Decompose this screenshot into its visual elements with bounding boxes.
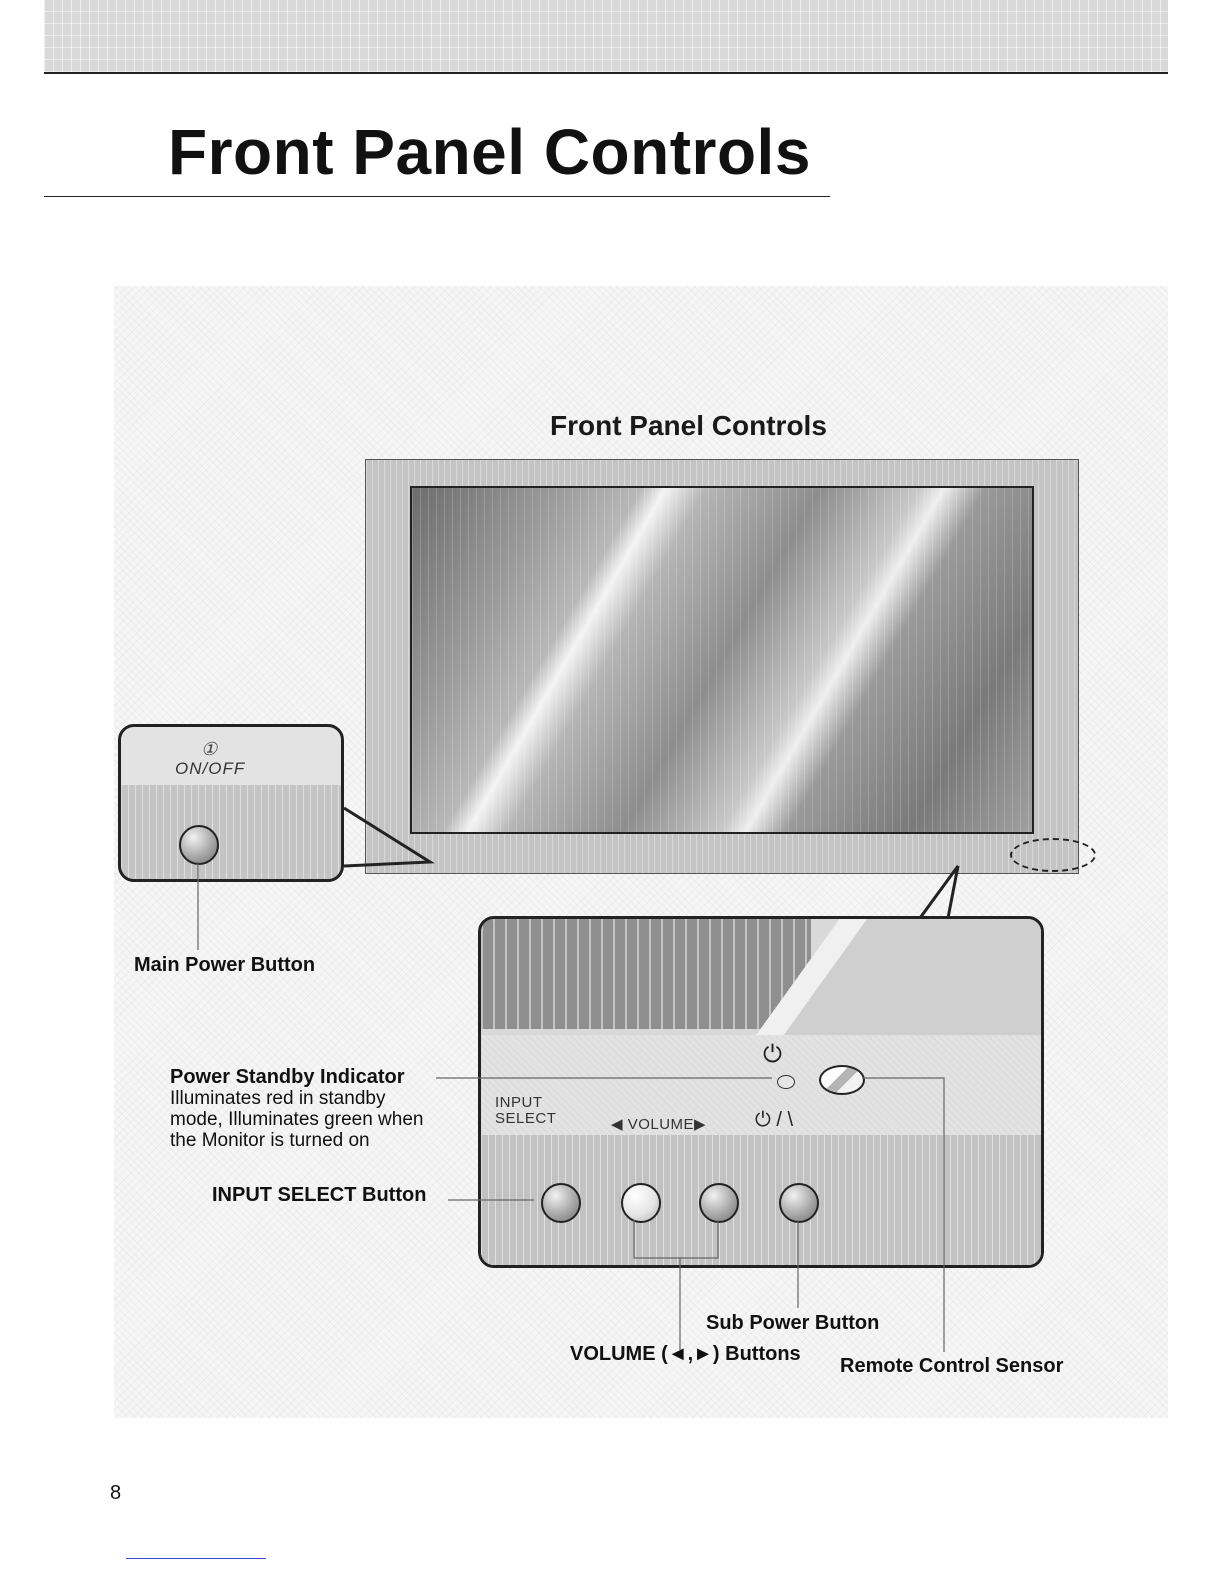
volume-down-button[interactable] bbox=[621, 1183, 661, 1223]
main-power-callout: Main Power Button bbox=[134, 954, 316, 976]
main-power-inset bbox=[118, 724, 344, 882]
main-power-button[interactable] bbox=[179, 825, 219, 865]
power-symbol-icon: ① bbox=[201, 739, 218, 759]
diagram-title: Front Panel Controls bbox=[550, 410, 827, 441]
volume-label: ◀ VOLUME▶ bbox=[611, 1116, 707, 1133]
remote-sensor-callout: Remote Control Sensor bbox=[840, 1355, 1064, 1377]
header-band bbox=[44, 0, 1168, 74]
bezel-edge bbox=[751, 916, 1044, 1039]
input-select-callout: INPUT SELECT Button bbox=[212, 1184, 427, 1206]
input-select-label-line2: SELECT bbox=[495, 1109, 557, 1127]
inset-ribs bbox=[121, 785, 341, 879]
monitor-screen bbox=[410, 486, 1034, 834]
footer-link-rule bbox=[126, 1558, 266, 1559]
standby-power-icon: ⏻ bbox=[763, 1041, 782, 1068]
sub-power-button[interactable] bbox=[779, 1183, 819, 1223]
onoff-label: ON/OFF bbox=[175, 759, 246, 778]
input-select-label-line1: INPUT bbox=[495, 1094, 543, 1111]
power-standby-indicator bbox=[777, 1075, 795, 1089]
title-rule bbox=[44, 196, 830, 197]
input-select-label bbox=[495, 1095, 556, 1127]
sub-power-label: ⏻ / \ bbox=[755, 1109, 794, 1131]
standby-indicator-callout: Power Standby Indicator bbox=[170, 1066, 405, 1088]
input-select-button[interactable] bbox=[541, 1183, 581, 1223]
standby-indicator-description: Illuminates red in standby mode, Illuminates green when the Monitor is turned on bbox=[170, 1088, 424, 1151]
monitor-illustration bbox=[365, 459, 1079, 874]
volume-callout: VOLUME (◄,►) Buttons bbox=[570, 1343, 801, 1365]
sensor-area-highlight bbox=[1010, 838, 1096, 872]
screen-texture bbox=[412, 488, 1032, 832]
page-title: Front Panel Controls bbox=[168, 116, 811, 188]
remote-control-sensor bbox=[819, 1065, 865, 1095]
page-number: 8 bbox=[110, 1482, 122, 1504]
volume-up-button[interactable] bbox=[699, 1183, 739, 1223]
sub-power-callout: Sub Power Button bbox=[706, 1312, 880, 1334]
control-panel-inset bbox=[478, 916, 1044, 1268]
